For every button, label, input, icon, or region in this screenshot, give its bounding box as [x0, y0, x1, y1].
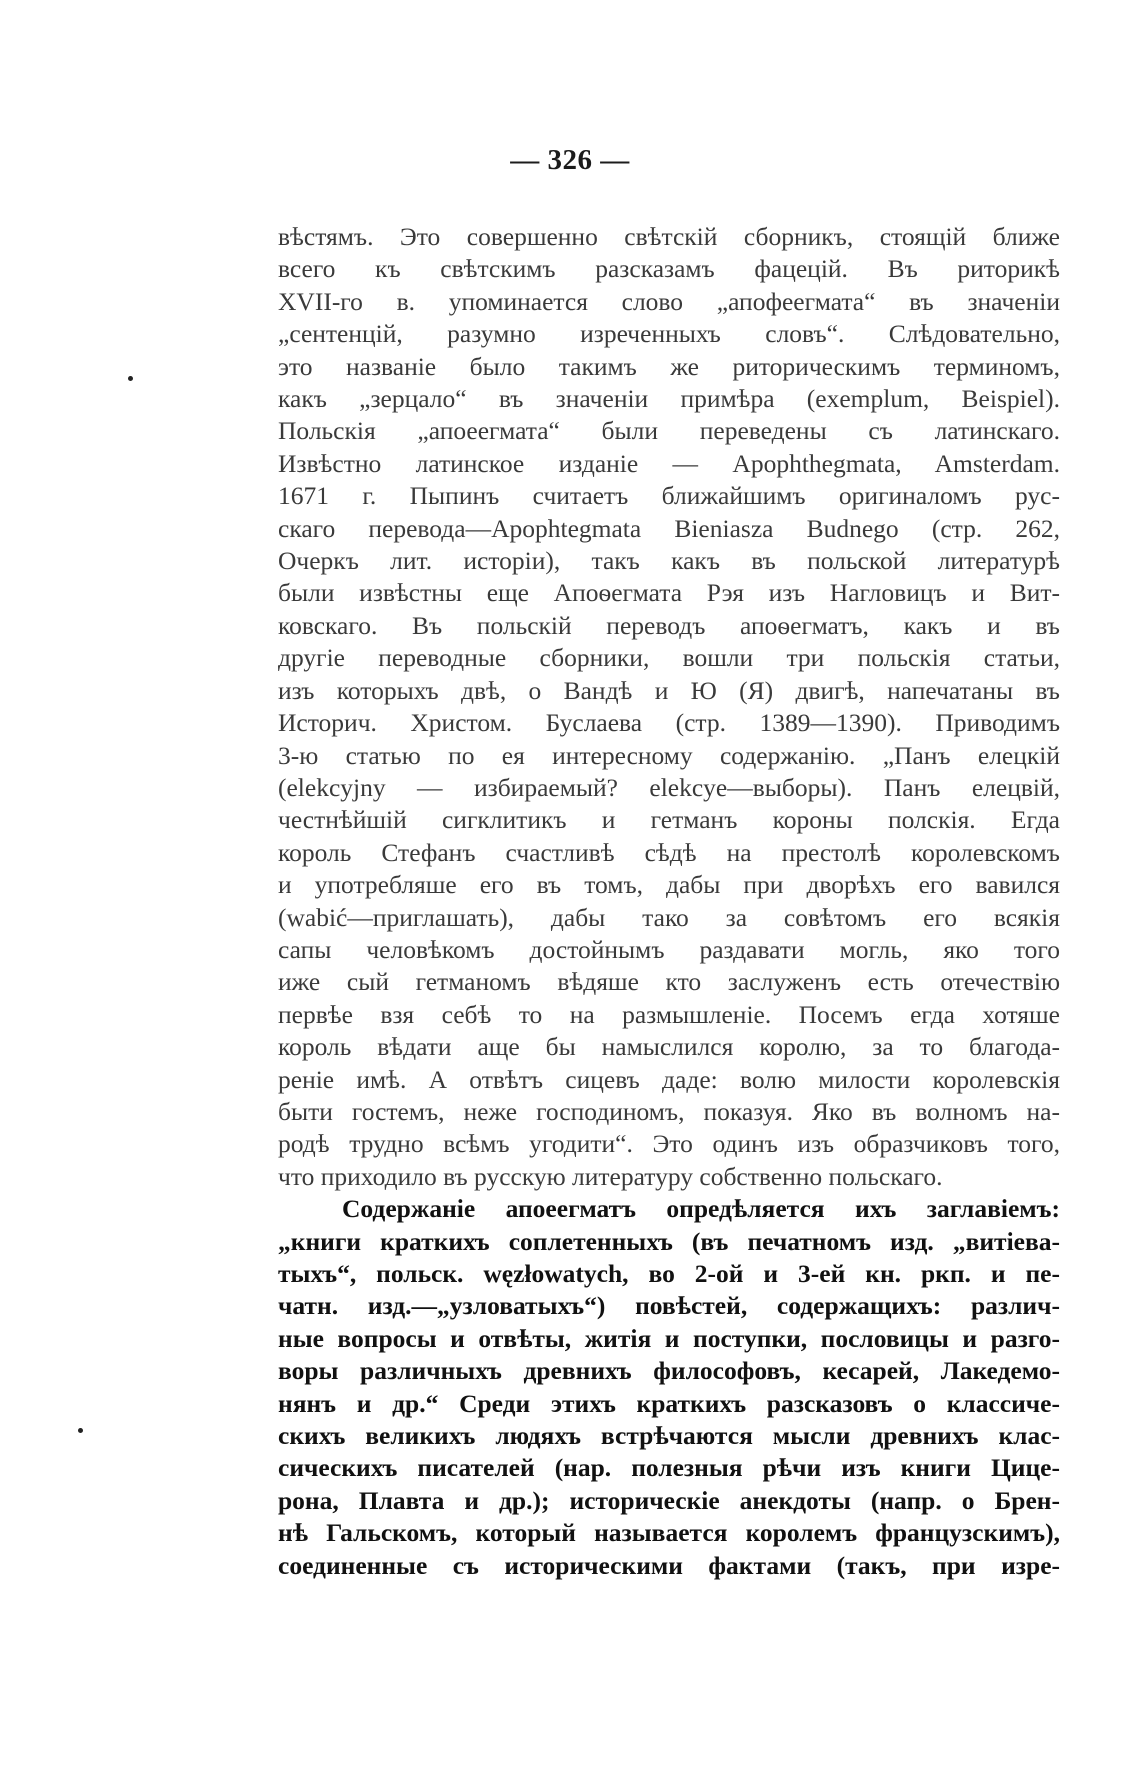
text-line: первѣе взя себѣ то на размышленіе. Посемъ егда хотяше [278, 999, 1060, 1029]
text-line: XVII-го в. упоминается слово „апофеегмата“ въ значеніи [278, 286, 1060, 316]
text-line: и употребляше его въ томъ, дабы при дворѣхъ его вавился [278, 870, 1060, 900]
text-line: скихъ великихъ людяхъ встрѣчаются мысли древнихъ клас- [278, 1421, 1060, 1451]
text-line: „сентенцій, разумно изреченныхъ словъ“. Слѣдовательно, [278, 319, 1060, 349]
margin-mark [78, 1428, 83, 1433]
text-line: реніе имѣ. А отвѣтъ сицевъ даде: волю милости королевскія [278, 1064, 1060, 1094]
text-line: Историч. Христом. Буслаева (стр. 1389—1390). Приводимъ [278, 708, 1060, 738]
text-line: сическихъ писателей (нар. полезныя рѣчи изъ книги Цице- [278, 1453, 1060, 1483]
text-line: король Стефанъ счастливѣ сѣдѣ на престолѣ королевскомъ [278, 837, 1060, 867]
text-line: (elekcyjny — избираемый? elekcye—выборы). Панъ елецвій, [278, 772, 1060, 802]
paragraph-2 [278, 1193, 1060, 1582]
text-line: „книги краткихъ соплетенныхъ (въ печатномъ изд. „витіева- [278, 1226, 1060, 1256]
text-line: скаго перевода—Apophtegmata Bieniasza Budnego (стр. 262, [278, 513, 1060, 543]
text-line: король вѣдати аще бы намыслился королю, за то благода- [278, 1032, 1060, 1062]
body-text [278, 221, 1060, 1582]
paragraph-1 [278, 221, 1060, 1193]
text-line: это названіе было такимъ же риторическимъ терминомъ, [278, 351, 1060, 381]
text-line: воры различныхъ древнихъ философовъ, кесарей, Лакедемо- [278, 1356, 1060, 1386]
text-line: были извѣстны еще Апоѳегмата Рэя изъ Нагловицъ и Вит- [278, 578, 1060, 608]
page-number: — 326 — [510, 144, 630, 176]
text-line: Извѣстно латинское изданіе — Apophthegmata, Amsterdam. [278, 448, 1060, 478]
text-line: Содержаніе апоеегматъ опредѣляется ихъ заглавіемъ: [342, 1194, 1060, 1224]
text-line: честнѣйшій сигклитикъ и гетманъ короны полскія. Егда [278, 805, 1060, 835]
text-line: 1671 г. Пыпинъ считаетъ ближайшимъ оригиналомъ рус- [278, 481, 1060, 511]
text-line: что приходило въ русскую литературу собственно польскаго. [278, 1161, 943, 1191]
text-line: сапы человѣкомъ достойнымъ раздавати могль, яко того [278, 934, 1060, 964]
text-line: нѣ Гальскомъ, который называется королемъ французскимъ), [278, 1518, 1060, 1548]
margin-mark [128, 376, 133, 381]
text-line: (wabić—приглашать), дабы тако за совѣтомъ его всякія [278, 902, 1060, 932]
text-line: ные вопросы и отвѣты, житія и поступки, пословицы и разго- [278, 1323, 1060, 1353]
text-line: другіе переводные сборники, вошли три польскія статьи, [278, 643, 1060, 673]
text-line: Очеркъ лит. исторіи), такъ какъ въ польской литературѣ [278, 546, 1060, 576]
text-line: нянъ и др.“ Среди этихъ краткихъ разсказовъ о классиче- [278, 1388, 1060, 1418]
text-line: ковскаго. Въ польскій переводъ апоѳегматъ, какъ и въ [278, 610, 1060, 640]
text-line: чатн. изд.—„узловатыхъ“) повѣстей, содержащихъ: различ- [278, 1291, 1060, 1321]
text-line: какъ „зерцало“ въ значеніи примѣра (exemplum, Beispiel). [278, 384, 1060, 414]
text-line: соединенные съ историческими фактами (такъ, при изре- [278, 1550, 1060, 1580]
text-line: тыхъ“, польск. węzłowatych, во 2-ой и 3-ей кн. ркп. и пе- [278, 1259, 1060, 1288]
text-line: рона, Плавта и др.); историческіе анекдоты (напр. о Брен- [278, 1485, 1060, 1515]
text-line: 3-ю статью по ея интересному содержанію. „Панъ елецкій [278, 740, 1060, 770]
text-line: всего къ свѣтскимъ разсказамъ фацецій. Въ риторикѣ [278, 254, 1060, 284]
text-line: быти гостемъ, неже господиномъ, показуя. Яко въ волномъ на- [278, 1096, 1060, 1126]
text-line: иже сый гетманомъ вѣдяше кто заслуженъ есть отечествію [278, 967, 1060, 997]
text-line: вѣстямъ. Это совершенно свѣтскій сборникъ, стоящій ближе [278, 222, 1060, 251]
text-line: родѣ трудно всѣмъ угодити“. Это одинъ изъ образчиковъ того, [278, 1129, 1060, 1159]
text-line: изъ которыхъ двѣ, о Вандѣ и Ю (Я) двигѣ, напечатаны въ [278, 675, 1060, 705]
text-line: Польскія „апоеегмата“ были переведены съ латинскаго. [278, 416, 1060, 446]
